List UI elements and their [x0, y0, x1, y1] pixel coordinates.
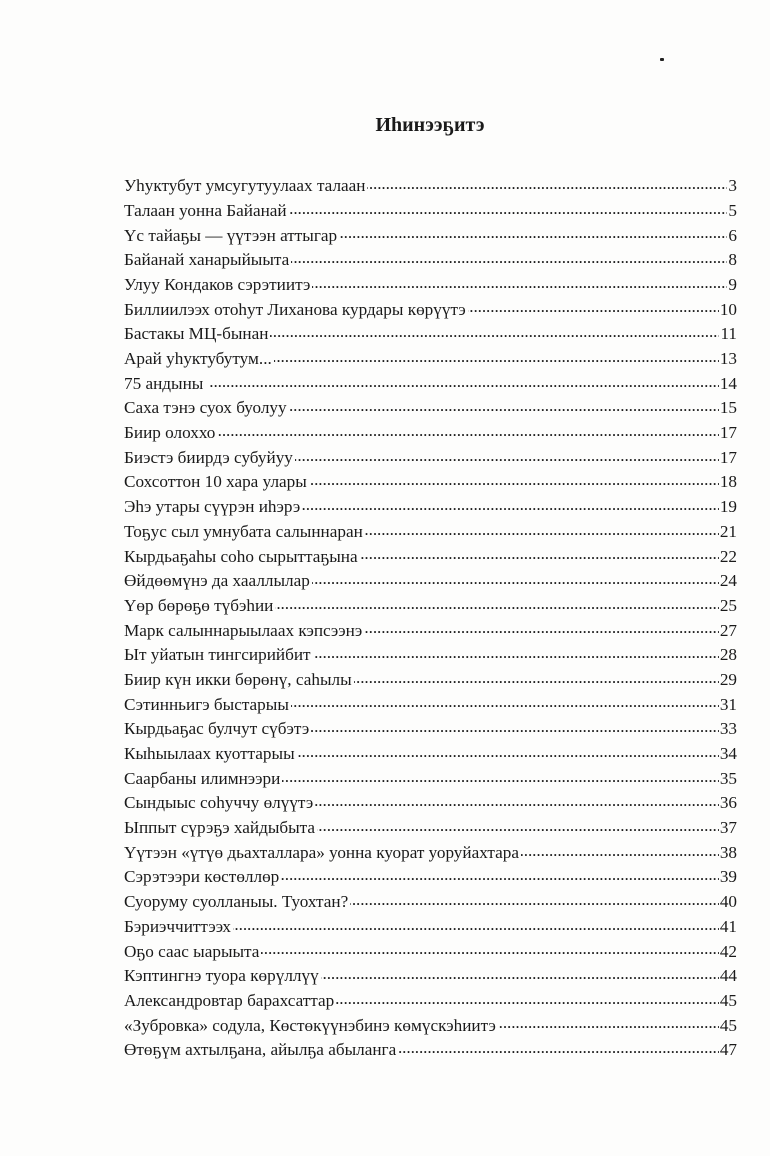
toc-entry [124, 841, 737, 866]
toc-entry [124, 668, 737, 693]
toc-entry-page: 22 [719, 546, 737, 566]
page-title: Иhинээҕитэ [375, 114, 485, 136]
toc-entry-page: 14 [719, 373, 737, 393]
toc-entry-page: 17 [719, 423, 737, 443]
toc-entry-title: Үүтээн «үтүө дьахталлара» уонна куорат уоруйахтара [124, 842, 519, 862]
toc-entry-page: 47 [719, 1040, 737, 1060]
toc-entry-title: Арай уhуктубутум... [124, 349, 272, 368]
toc-entry [124, 248, 737, 273]
dot-leader [275, 594, 718, 611]
toc-entry-page: 9 [728, 274, 737, 294]
toc-entry-page: 45 [719, 1015, 737, 1035]
toc-entry-page: 34 [719, 744, 737, 763]
toc-entry-title: Тоҕус сыл умнубата салыннаран [124, 521, 363, 541]
toc-entry [124, 692, 737, 717]
toc-entry [124, 544, 737, 569]
toc-entry-title: Саарбаны илимнээри [124, 768, 281, 788]
toc-entry [124, 989, 737, 1014]
toc-entry [124, 816, 737, 841]
toc-entry-page: 25 [719, 595, 737, 615]
toc-entry-page: 11 [720, 324, 737, 344]
dot-leader [321, 964, 719, 981]
toc-entry-title: Ыт уйатын тингсирийбит [124, 645, 311, 665]
toc-entry-title: Өйдөөмүнэ да хааллылар [124, 571, 310, 591]
dot-leader [468, 297, 719, 314]
toc-entry-page: 41 [719, 916, 737, 936]
dot-leader [317, 816, 719, 833]
toc-entry [124, 569, 737, 594]
toc-entry [124, 618, 737, 643]
toc-entry-title: Үс тайаҕы — үүтээн аттыгар [124, 225, 338, 245]
toc-entry [124, 396, 737, 421]
scan-speck [660, 58, 664, 61]
toc-entry-title: Сэрэтээри көстөллөр [124, 867, 280, 887]
toc-entry-title: 75 андыны [124, 373, 204, 393]
toc-entry-page: 15 [719, 398, 737, 418]
dot-leader [350, 890, 719, 907]
toc-entry-page: 29 [719, 669, 737, 689]
dot-leader [274, 347, 719, 364]
dot-leader [336, 989, 719, 1006]
toc-entry-page: 21 [719, 521, 737, 541]
toc-entry-page: 8 [728, 250, 737, 270]
toc-entry-title: Марк салыннарыылаах кэпсээнэ [124, 620, 363, 640]
toc-entry-page: 5 [728, 200, 737, 220]
dot-leader [312, 273, 727, 290]
toc-entry [124, 273, 737, 298]
toc-entry-page: 17 [719, 447, 737, 467]
dot-leader [261, 939, 718, 956]
toc-entry-title: Кырдьаҕас булчут сүбэтэ [124, 719, 310, 739]
toc-entry-title: Өтөҕүм ахтылҕана, айылҕа абыланга [124, 1040, 397, 1060]
toc-entry-title: Сындыыс соhуччу өлүүтэ [124, 793, 314, 813]
toc-entry-title: Суоруму суолланыы. Туохтан? [124, 892, 349, 912]
toc-entry-page: 24 [719, 571, 737, 591]
toc-entry-title: Сохсоттон 10 хара улары [124, 472, 307, 492]
toc-entry-title: Оҕо саас ыарыыта [124, 941, 260, 961]
toc-entry [124, 495, 737, 520]
toc-entry-page: 3 [728, 176, 737, 196]
toc-entry-page: 27 [719, 620, 737, 640]
dot-leader [398, 1038, 719, 1055]
toc-entry [124, 791, 737, 816]
dot-leader [291, 692, 719, 709]
toc-entry [124, 297, 737, 322]
dot-leader [364, 618, 719, 635]
toc-entry-title: Биллиилээх отоhут Лиханова курдары көрүүтэ [124, 299, 466, 319]
dot-leader [270, 322, 719, 339]
toc-entry [124, 470, 737, 495]
toc-entry-title: Байанай ханарыйыыта [124, 250, 290, 270]
toc-entry-page: 33 [719, 719, 737, 739]
toc-entry-title: Биир күн икки бөрөнү, саhылы [124, 669, 352, 689]
dot-leader [311, 717, 719, 734]
toc-entry-page: 44 [719, 966, 737, 986]
toc-entry-page: 10 [719, 299, 737, 319]
toc-entry-title: Саха тэнэ суох буолуу [124, 398, 287, 418]
toc-entry [124, 446, 737, 471]
dot-leader [233, 915, 719, 932]
dot-leader [521, 841, 719, 858]
dot-leader [367, 174, 727, 191]
toc-entry-title: Бэриэччиттээх [124, 916, 232, 936]
toc-entry [124, 1038, 737, 1063]
toc-entry [124, 594, 737, 619]
toc-entry [124, 964, 737, 989]
toc-entry-page: 42 [719, 941, 737, 961]
toc-entry [124, 174, 737, 199]
toc-entry [124, 223, 737, 248]
dot-leader [315, 791, 719, 808]
toc-entry [124, 915, 737, 940]
toc-entry-title: Кыhыылаах куоттарыы [124, 744, 295, 763]
toc-entry-page: 40 [719, 892, 737, 912]
toc-entry-title: Сэтинньигэ быстарыы [124, 694, 289, 714]
toc-entry-title: Биэстэ биирдэ субуйуу [124, 447, 293, 467]
toc-entry [124, 742, 737, 767]
toc-entry [124, 421, 737, 446]
toc-entry [124, 643, 737, 668]
dot-leader [302, 495, 719, 512]
toc-entry-page: 28 [719, 645, 737, 665]
toc-entry-page: 31 [719, 694, 737, 714]
table-of-contents [124, 174, 737, 1063]
dot-leader [313, 643, 719, 660]
toc-entry-title: Уhуктубут умсугутуулаах талаан [124, 176, 366, 196]
toc-entry-title: Улуу Кондаков сэрэтиитэ [124, 274, 311, 294]
dot-leader [291, 248, 727, 265]
dot-leader [289, 396, 719, 413]
toc-entry-page: 6 [728, 225, 737, 245]
toc-entry-title: Талаан уонна Байанай [124, 200, 287, 220]
toc-entry-page: 38 [719, 842, 737, 862]
toc-entry-page: 45 [719, 990, 737, 1010]
dot-leader [295, 446, 719, 463]
dot-leader [339, 223, 727, 240]
toc-entry [124, 865, 737, 890]
toc-entry [124, 1013, 737, 1038]
toc-entry [124, 347, 737, 372]
dot-leader [354, 668, 719, 685]
toc-entry-page: 37 [719, 818, 737, 838]
toc-entry [124, 322, 737, 347]
toc-entry-page: 18 [719, 472, 737, 492]
toc-entry-page: 39 [719, 867, 737, 887]
toc-entry-page: 13 [719, 349, 737, 368]
toc-entry-title: Бастакы МЦ-бынан [124, 324, 269, 344]
dot-leader [498, 1013, 719, 1030]
dot-leader [217, 421, 718, 438]
toc-entry-page: 19 [719, 497, 737, 517]
dot-leader [282, 767, 718, 784]
dot-leader [281, 865, 719, 882]
dot-leader [297, 742, 719, 759]
dot-leader [365, 520, 719, 537]
toc-entry [124, 520, 737, 545]
dot-leader [360, 544, 719, 561]
toc-entry-title: Биир олоххо [124, 423, 216, 443]
toc-entry [124, 717, 737, 742]
toc-entry-title: Александровтар барахсаттар [124, 990, 335, 1010]
toc-entry-page: 36 [719, 793, 737, 813]
toc-entry [124, 199, 737, 224]
toc-entry [124, 890, 737, 915]
dot-leader [289, 199, 728, 216]
toc-entry-title: Ыппыт сүрэҕэ хайдыбыта [124, 818, 316, 838]
dot-leader [205, 372, 718, 389]
toc-entry-title: Кэптингнэ туора көрүллүү [124, 966, 319, 986]
toc-entry [124, 372, 737, 397]
toc-entry [124, 767, 737, 792]
toc-entry-title: «Зубровка» содула, Көстөкүүнэбинэ көмүскэhиитэ [124, 1015, 496, 1035]
toc-entry-title: Эhэ утары сүүрэн иhэрэ [124, 497, 301, 517]
toc-entry [124, 939, 737, 964]
toc-entry-title: Кырдьаҕаhы соhо сырыттаҕына [124, 546, 358, 566]
dot-leader [309, 470, 719, 487]
toc-entry-page: 35 [719, 768, 737, 788]
dot-leader [312, 569, 719, 586]
toc-entry-title: Үөр бөрөҕө түбэhии [124, 595, 274, 615]
